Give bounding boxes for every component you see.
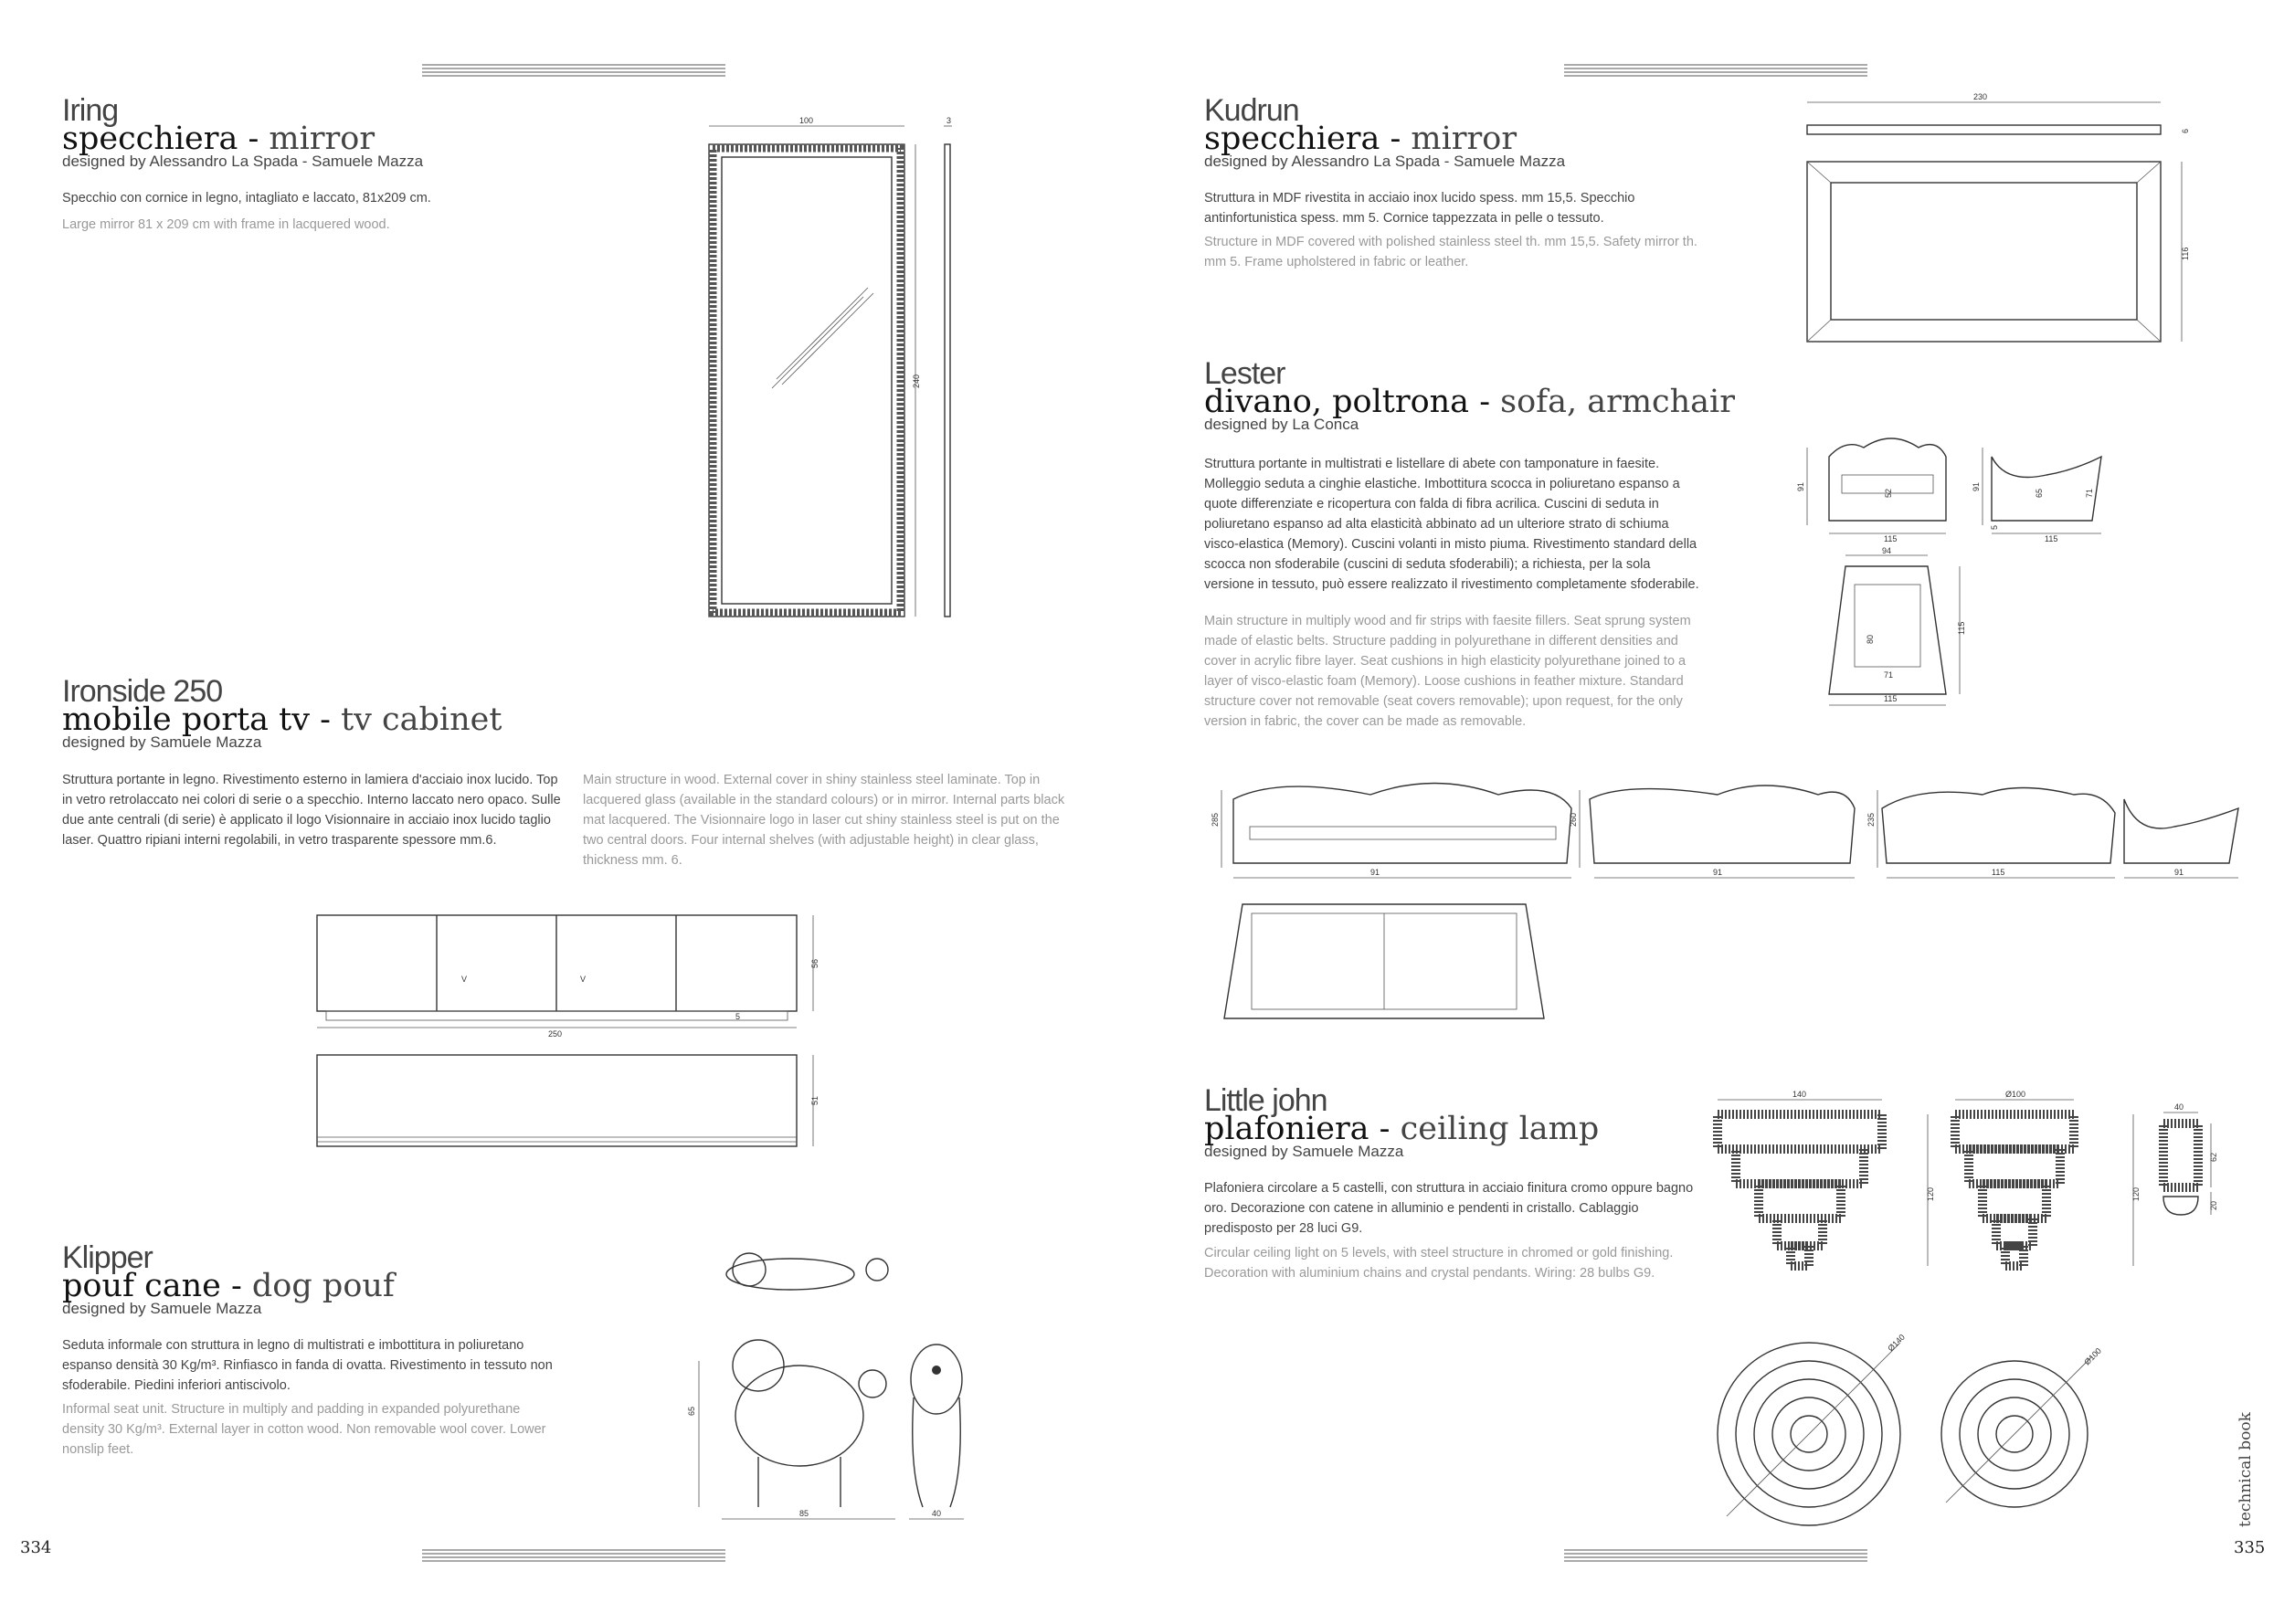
dim-label: 6 xyxy=(2181,128,2190,133)
description-it: Specchio con cornice in legno, intagliato e laccato, 81x209 cm. xyxy=(62,191,431,206)
description-en: Large mirror 81 x 209 cm with frame in lacquered wood. xyxy=(62,217,390,232)
description-it: Plafoniera circolare a 5 castelli, con struttura in acciaio finitura cromo oppure bagno oro. Decorazione con catene in alluminio e pendenti in cristallo. Cablaggio predisposto per 28 luci G9. xyxy=(1204,1181,1694,1236)
product-type: specchiera - mirror xyxy=(1204,121,1517,157)
description-en: Main structure in multiply wood and fir strips with faesite fillers. Seat sprung system made of elastic belts. Structure padding in polyurethane in different densities and cover in acrylic fibre layer. Seat cushions in high elasticity polyurethane joined to a layer of visco-elastic foam (Memory). Loose cushions in feather mixture. Standard structure cover not removable (seat covers removable); upon request, for the only version in fabric, the cover can be made as removable. xyxy=(1204,614,1691,729)
page-number-right: 335 xyxy=(2234,1538,2266,1557)
dim-label: 62 xyxy=(2209,1152,2218,1162)
designer-credit: designed by Alessandro La Spada - Samuele Mazza xyxy=(62,153,424,170)
page-number-left: 334 xyxy=(20,1538,52,1557)
designer-credit: designed by Samuele Mazza xyxy=(1204,1143,1404,1160)
description-it: Seduta informale con struttura in legno di multistrati e imbottitura in poliuretano espanso densità 30 Kg/m³. Rinfiasco in fanda di ovatta. Rivestimento in tessuto non sfoderabile. Piedini inferiori antiscivolo. xyxy=(62,1338,553,1393)
dim-label: Ø140 xyxy=(1886,1332,1907,1354)
dim-label: 91 xyxy=(1370,868,1380,877)
product-type: plafoniera - ceiling lamp xyxy=(1204,1111,1600,1147)
dim-label: 91 xyxy=(1713,868,1723,877)
dim-label: 140 xyxy=(1792,1090,1807,1099)
product-name: Ironside 250 xyxy=(62,674,223,709)
dim-label: 115 xyxy=(1884,694,1898,703)
decorative-rule xyxy=(1564,1549,1867,1562)
dim-label: 71 xyxy=(2085,488,2094,498)
description-en: Main structure in wood. External cover in shiny stainless steel laminate. Top in lacquered glass (available in the standard colours) or in mirror. Internal parts black mat lacquered. The Visionnaire logo in laser cut shiny stainless steel is put on the two central doors. Four internal shelves (with adjustable height) in clear glass, thickness mm. 6. xyxy=(583,773,1065,868)
description-en: Circular ceiling light on 5 levels, with steel structure in chromed or gold finishing. Decoration with aluminium chains and crystal pendants. Wiring: 28 bulbs G9. xyxy=(1204,1246,1674,1281)
dim-label: 51 xyxy=(810,1095,819,1105)
dim-label: 56 xyxy=(810,958,819,968)
mirror-drawing xyxy=(1800,91,2193,347)
mirror-drawing xyxy=(703,114,978,626)
dim-label: 115 xyxy=(2045,534,2058,543)
dim-label: 120 xyxy=(1926,1186,1935,1201)
product-name: Iring xyxy=(62,93,119,128)
dim-label: 235 xyxy=(1866,812,1876,827)
product-type: specchiera - mirror xyxy=(62,121,375,157)
product-type: pouf cane - dog pouf xyxy=(62,1268,395,1304)
product-name: Kudrun xyxy=(1204,93,1299,128)
product-type: mobile porta tv - tv cabinet xyxy=(62,701,502,738)
product-name: Lester xyxy=(1204,356,1285,391)
dim-label: 65 xyxy=(2035,488,2044,498)
dim-label: 115 xyxy=(1884,534,1898,543)
dim-label: 71 xyxy=(1884,670,1894,680)
product-name: Klipper xyxy=(62,1240,153,1275)
ceiling-lamp-drawing xyxy=(1708,1087,2247,1525)
dim-label: 40 xyxy=(932,1509,942,1518)
svg-text:V: V xyxy=(580,975,587,984)
dim-label: Ø100 xyxy=(2082,1345,2103,1367)
product-type: divano, poltrona - sofa, armchair xyxy=(1204,384,1735,420)
dim-label: 260 xyxy=(1569,812,1578,827)
dim-label: 115 xyxy=(1957,621,1966,635)
dim-label: 94 xyxy=(1882,546,1892,555)
dim-label: 240 xyxy=(912,374,921,388)
dim-label: 40 xyxy=(2174,1102,2184,1112)
dim-label: 5 xyxy=(1990,524,1999,530)
sofa-drawing xyxy=(1206,772,2247,1028)
dim-label: 52 xyxy=(1884,488,1893,498)
description-en: Structure in MDF covered with polished stainless steel th. mm 15,5. Safety mirror th. mm 5. Frame upholstered in fabric or leather. xyxy=(1204,235,1697,269)
decorative-rule xyxy=(422,64,725,77)
dim-label: 20 xyxy=(2209,1200,2218,1210)
dim-label: 230 xyxy=(1973,92,1988,101)
dim-label: 116 xyxy=(2181,247,2190,260)
side-label: technical book xyxy=(2236,1412,2255,1527)
dim-label: 250 xyxy=(548,1029,563,1039)
product-name: Little john xyxy=(1204,1083,1327,1118)
armchair-drawing xyxy=(1796,420,2120,722)
svg-text:V: V xyxy=(461,975,468,984)
dim-label: 3 xyxy=(946,116,952,125)
dim-label: Ø100 xyxy=(2005,1090,2026,1099)
dim-label: 100 xyxy=(799,116,814,125)
decorative-rule xyxy=(1564,64,1867,77)
designer-credit: designed by Alessandro La Spada - Samuele Mazza xyxy=(1204,153,1566,170)
description-en: Informal seat unit. Structure in multiply and padding in expanded polyurethane density 30 Kg/m³. External layer in cotton wood. Non removable wool cover. Lower nonslip feet. xyxy=(62,1402,546,1457)
dim-label: 285 xyxy=(1211,812,1220,827)
dim-label: 80 xyxy=(1866,634,1875,644)
dim-label: 85 xyxy=(799,1509,809,1518)
dim-label: 5 xyxy=(735,1012,741,1021)
dim-label: 91 xyxy=(1972,481,1981,491)
decorative-rule xyxy=(422,1549,725,1562)
dim-label: 120 xyxy=(2131,1186,2141,1201)
description-it: Struttura in MDF rivestita in acciaio inox lucido spess. mm 15,5. Specchio antinfortunistica spess. mm 5. Cornice tappezzata in pelle o tessuto. xyxy=(1204,191,1635,226)
description-it: Struttura portante in multistrati e listellare di abete con tamponature in faesite. Molleggio seduta a cinghie elastiche. Imbottitura scocca in poliuretano espanso a quote differenziate e ricopertura con falda di fibra acrilica. Cuscini di seduta in poliuretano espanso ad alta elasticità abbinato ad un ulteriore strato di schiuma visco-elastica (Memory). Cuscini volanti in misto piuma. Rivestimento standard della scocca non sfoderabile (cuscini di seduta sfoderabili); a richiesta, per la sola versione in tessuto, può essere realizzato il rivestimento completamente sfoderabile. xyxy=(1204,457,1699,592)
designer-credit: designed by Samuele Mazza xyxy=(62,733,262,751)
designer-credit: designed by La Conca xyxy=(1204,416,1359,433)
description-it: Struttura portante in legno. Rivestimento esterno in lamiera d'acciaio inox lucido. Top in vetro retrolaccato nei colori di serie o a specchio. Interno laccato nero opaco. Sulle due ante centrali (di serie) è applicato il logo Visionnaire in acciaio inox lucido taglio laser. Quattro ripiani interni regolabili, in vetro trasparente spessore mm.6. xyxy=(62,773,561,848)
dim-label: 91 xyxy=(2174,868,2184,877)
designer-credit: designed by Samuele Mazza xyxy=(62,1300,262,1317)
tv-cabinet-drawing xyxy=(315,913,827,1160)
dim-label: 91 xyxy=(1796,481,1805,491)
dog-pouf-drawing xyxy=(687,1242,978,1518)
dim-label: 115 xyxy=(1992,868,2005,877)
dim-label: 65 xyxy=(687,1406,696,1416)
